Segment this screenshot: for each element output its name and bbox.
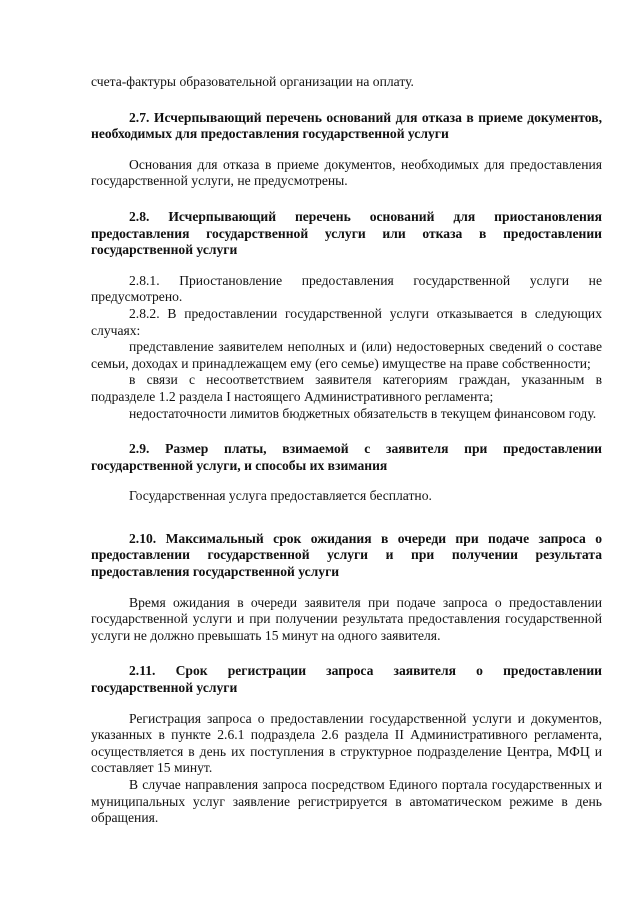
paragraph-2-10: Время ожидания в очереди заявителя при подаче запроса о предоставлении государственной услуги и при получении результата предоставления государственной услуги не должно превышать 15 минут на одного заявителя. xyxy=(91,594,602,643)
list-item-incomplete-info: представление заявителем неполных и (или) недостоверных сведений о составе семьи, доходах и принадлежащем ему (его семье) имуществе на праве собственности; xyxy=(91,339,602,371)
paragraph-2-11-portal: В случае направления запроса посредством Единого портала государственных и муниципальных услуг заявление регистрируется в автоматическом режиме в день обращения. xyxy=(91,777,602,826)
section-heading-2-11: 2.11. Срок регистрации запроса заявителя о предоставлении государственной услуги xyxy=(91,663,602,696)
section-heading-2-10: 2.10. Максимальный срок ожидания в очереди при подаче запроса о предоставлении государственной услуги и при получении результата предоставления государственной услуги xyxy=(91,530,602,580)
paragraph-continuation: счета-фактуры образовательной организации на оплату. xyxy=(91,74,414,89)
paragraph-2-8-1: 2.8.1. Приостановление предоставления государственной услуги не предусмотрено. xyxy=(91,272,602,305)
paragraph-2-11-registration: Регистрация запроса о предоставлении государственной услуги и документов, указанных в пункте 2.6.1 подраздела 2.6 раздела II Административного регламента, осуществляется в день их поступления в структурное подразделение Центра, МФЦ и составляет 15 минут. xyxy=(91,710,602,776)
list-item-budget-limits: недостаточности лимитов бюджетных обязательств в текущем финансовом году. xyxy=(129,405,597,421)
list-item-category-mismatch: в связи с несоответствием заявителя категориям граждан, указанным в подразделе 1.2 раздела I настоящего Административного регламента; xyxy=(91,372,602,404)
paragraph-2-7: Основания для отказа в приеме документов, необходимых для предоставления государственной услуги, не предусмотрены. xyxy=(91,156,602,189)
paragraph-2-9: Государственная услуга предоставляется бесплатно. xyxy=(129,488,432,504)
section-heading-2-7: 2.7. Исчерпывающий перечень оснований для отказа в приеме документов, необходимых для предоставления государственной услуги xyxy=(91,109,602,142)
paragraph-2-8-2: 2.8.2. В предоставлении государственной услуги отказывается в следующих случаях: xyxy=(91,305,602,338)
section-heading-2-9: 2.9. Размер платы, взимаемой с заявителя при предоставлении государственной услуги, и способы их взимания xyxy=(91,441,602,473)
section-heading-2-8: 2.8. Исчерпывающий перечень оснований для приостановления предоставления государственной услуги или отказа в предоставлении государственной услуги xyxy=(91,208,602,258)
